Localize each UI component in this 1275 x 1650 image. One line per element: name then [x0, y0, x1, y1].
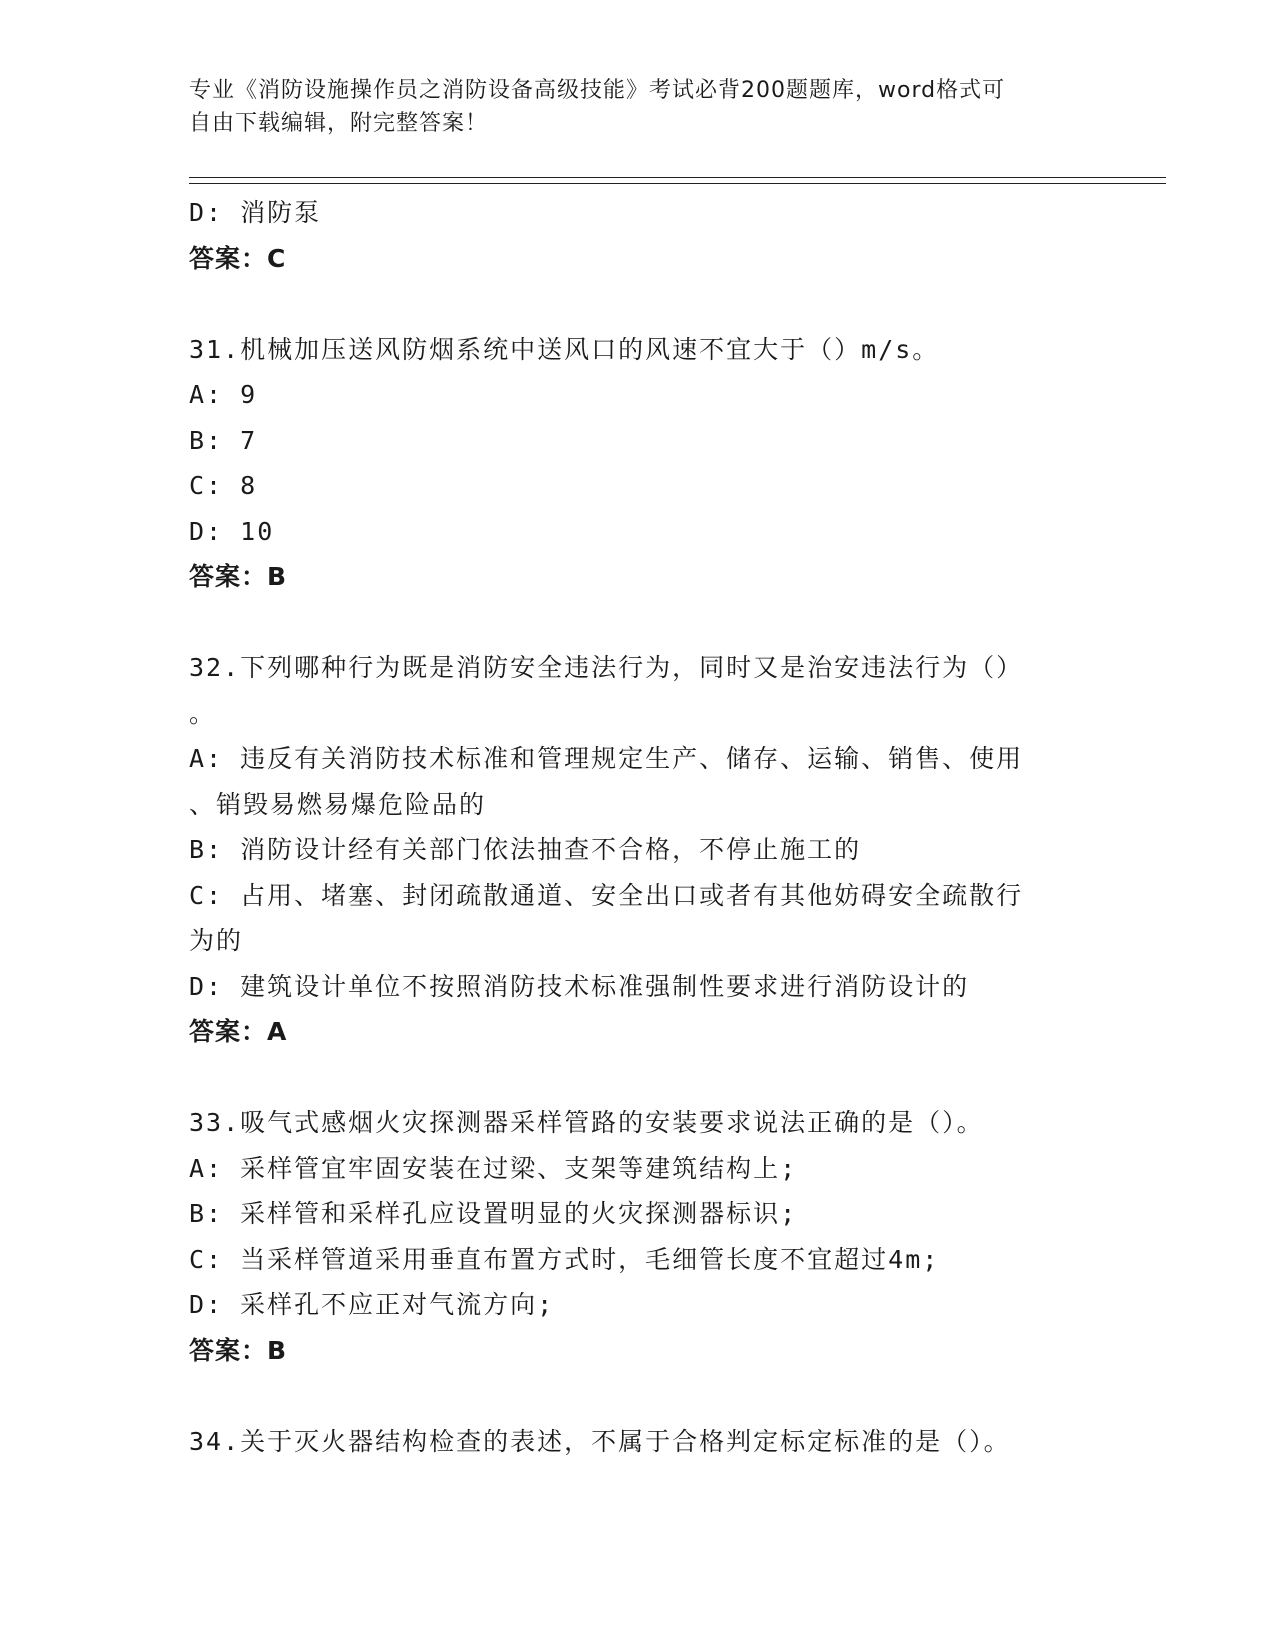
spacer: [189, 1373, 1089, 1419]
option-a-continuation: 、销毁易燃易爆危险品的: [189, 789, 487, 819]
question-stem: 33.吸气式感烟火灾探测器采样管路的安装要求说法正确的是（）。: [189, 1108, 984, 1137]
option-a: A: 违反有关消防技术标准和管理规定生产、储存、运输、销售、使用: [189, 744, 1024, 773]
header-divider-bottom: [189, 183, 1166, 184]
document-header: [189, 74, 1089, 140]
answer-label: 答案：C: [189, 243, 287, 273]
option-d: D: 10: [189, 516, 275, 546]
header-title-line-1: 专业《消防设施操作员之消防设备高级技能》考试必背200题题库，word格式可: [189, 78, 1006, 103]
option-b: B: 采样管和采样孔应设置明显的火灾探测器标识;: [189, 1199, 798, 1228]
option-d: D: 采样孔不应正对气流方向;: [189, 1290, 555, 1319]
option-d: D: 消防泵: [189, 198, 322, 227]
option-c: C: 8: [189, 471, 258, 500]
question-stem: 34.关于灭火器结构检查的表述，不属于合格判定标定标准的是（）。: [189, 1426, 1011, 1456]
question-list: [189, 190, 1089, 1464]
option-a: A: 9: [189, 380, 258, 409]
question-31: [189, 327, 1089, 600]
question-stem: 32.下列哪种行为既是消防安全违法行为，同时又是治安违法行为（）: [189, 653, 1024, 682]
question-stem-continuation: 。: [189, 698, 217, 728]
option-a: A: 采样管宜牢固安装在过梁、支架等建筑结构上;: [189, 1153, 798, 1183]
header-divider-top: [189, 177, 1166, 178]
question-32: [189, 645, 1089, 1055]
header-title-line-2: 自由下载编辑，附完整答案！: [189, 111, 489, 136]
option-c: C: 占用、堵塞、封闭疏散通道、安全出口或者有其他妨碍安全疏散行: [189, 880, 1024, 910]
answer-label: 答案：B: [189, 562, 288, 591]
answer-label: 答案：B: [189, 1335, 288, 1365]
question-33: [189, 1100, 1089, 1373]
option-d: D: 建筑设计单位不按照消防技术标准强制性要求进行消防设计的: [189, 971, 970, 1001]
option-b: B: 7: [189, 425, 258, 455]
option-b: B: 消防设计经有关部门依法抽查不合格，不停止施工的: [189, 835, 862, 864]
answer-label: 答案：A: [189, 1017, 288, 1046]
option-c-continuation: 为的: [189, 926, 244, 955]
option-c: C: 当采样管道采用垂直布置方式时，毛细管长度不宜超过4m;: [189, 1244, 940, 1274]
question-34: [189, 1419, 1089, 1465]
spacer: [189, 281, 1089, 327]
question-stem: 31.机械加压送风防烟系统中送风口的风速不宜大于（）m/s。: [189, 334, 940, 364]
spacer: [189, 600, 1089, 646]
spacer: [189, 1055, 1089, 1101]
